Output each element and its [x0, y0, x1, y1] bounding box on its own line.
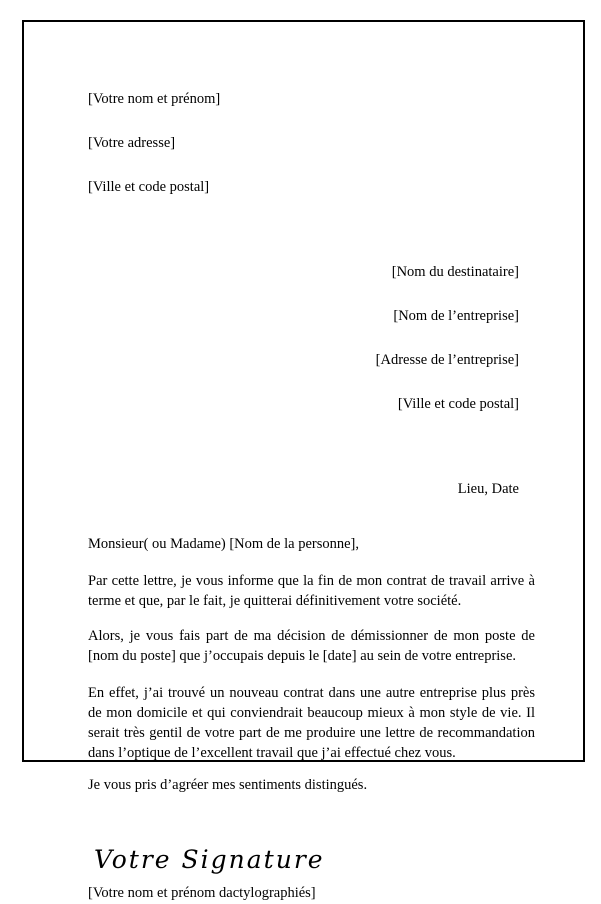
handwritten-signature: Votre Signature [94, 845, 325, 874]
typed-name-line: [Votre nom et prénom dactylographiés] [88, 885, 316, 901]
paragraph-new-contract-recommendation: En effet, j’ai trouvé un nouveau contrat dans une autre entreprise plus près de mon domicile et qui conviendrait beaucoup mieux à mon style de vie. Il serait très gentil de votre part de me produire une lettre de recommandation dans l’optique de l’excellent travail que j’ai effectué chez vous. [88, 685, 535, 761]
place-and-date-line: Lieu, Date [457, 481, 519, 497]
letter-content [24, 22, 583, 904]
sender-name-line: [Votre nom et prénom] [88, 91, 221, 107]
letter-page [22, 20, 585, 901]
sender-city-line: [Ville et code postal] [88, 179, 210, 195]
recipient-street-line: [Adresse de l’entreprise] [375, 352, 519, 368]
recipient-city-line: [Ville et code postal] [397, 396, 519, 412]
paragraph-resignation-decision: Alors, je vous fais part de ma décision de démissionner de mon poste de [nom du poste] que j’occupais depuis le [date] au sein de votre entreprise. [88, 628, 535, 664]
recipient-address-block [88, 239, 535, 437]
paragraph-closing-salutation: Je vous pris d’agréer mes sentiments distingués. [88, 777, 368, 793]
sender-street-line: [Votre adresse] [88, 135, 176, 151]
recipient-company-line: [Nom de l’entreprise] [393, 308, 519, 324]
sender-address-block [88, 66, 535, 220]
paragraph-contract-end: Par cette lettre, je vous informe que la fin de mon contrat de travail arrive à terme et que, par le fait, je quitterai définitivement votre société. [88, 573, 535, 609]
salutation-line: Monsieur( ou Madame) [Nom de la personne], [88, 536, 359, 552]
recipient-name-line: [Nom du destinataire] [391, 264, 519, 280]
